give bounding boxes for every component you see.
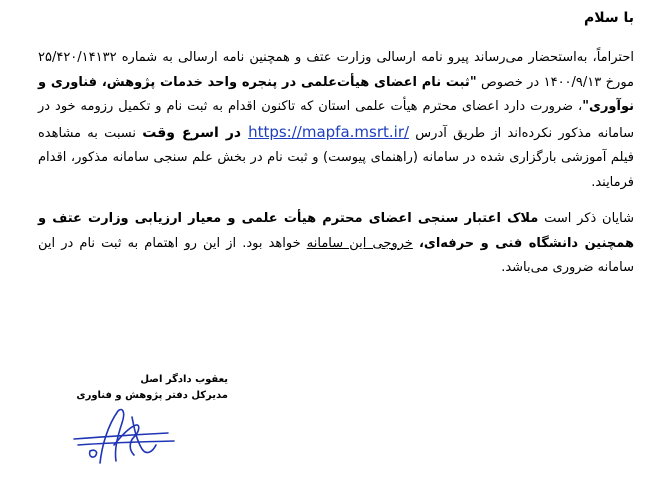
p1-bold-title: "ثبت نام اعضای هیأت‌علمی در پنجره واحد خدمات پژوهش، فناوری و نوآوری" [38,74,634,114]
p1-text-2: ، ضرورت دارد اعضای محترم هیأت علمی استان که تاکنون اقدام به ثبت نام و تکمیل رزومه خود در سامانه مذکور نکرده‌اند از طریق آدرس [38,99,634,141]
signer-title: مدیرکل دفتر پژوهش و فناوری [76,390,228,401]
p1-text-1: احتراماً، به‌استحضار می‌رساند پیرو نامه ارسالی وزارت عتف و همچنین نامه ارسالی به شماره ۲۵/۴۲۰/۱۴۱۳۲ مورخ ۱۴۰۰/۹/۱۳ در خصوص [38,50,634,90]
signer-name: یعقوب دادگر اصل [140,374,228,385]
mapfa-link[interactable]: https://mapfa.msrt.ir/ [248,122,410,141]
p1-text-3: نسبت به مشاهده فیلم آموزشی بارگزاری شده در سامانه (راهنمای پیوست) و ثبت نام در بخش علم سنجی سامانه مذکور، اقدام فرمایند. [38,125,634,190]
p2-text-3: خواهد بود. از این رو اهتمام به ثبت نام در این سامانه ضروری می‌باشد. [38,235,634,275]
p2-text-1: شایان ذکر است [538,211,634,226]
greeting: با سلام [583,10,634,26]
p2-bold-criteria: ملاک اعتبار سنجی اعضای محترم هیأت علمی و معیار ارزیابی وزارت عتف و همچنین دانشگاه فنی و حرفه‌ای، [38,211,634,251]
paragraph-criteria [38,207,634,281]
signature-block [78,372,228,404]
p2-underlined-output: خروجی این سامانه [306,235,413,251]
handwritten-signature [70,405,180,467]
letter-body [38,8,634,281]
p1-bold-urgent: در اسرع وقت [142,124,249,141]
paragraph-registration [38,46,634,195]
